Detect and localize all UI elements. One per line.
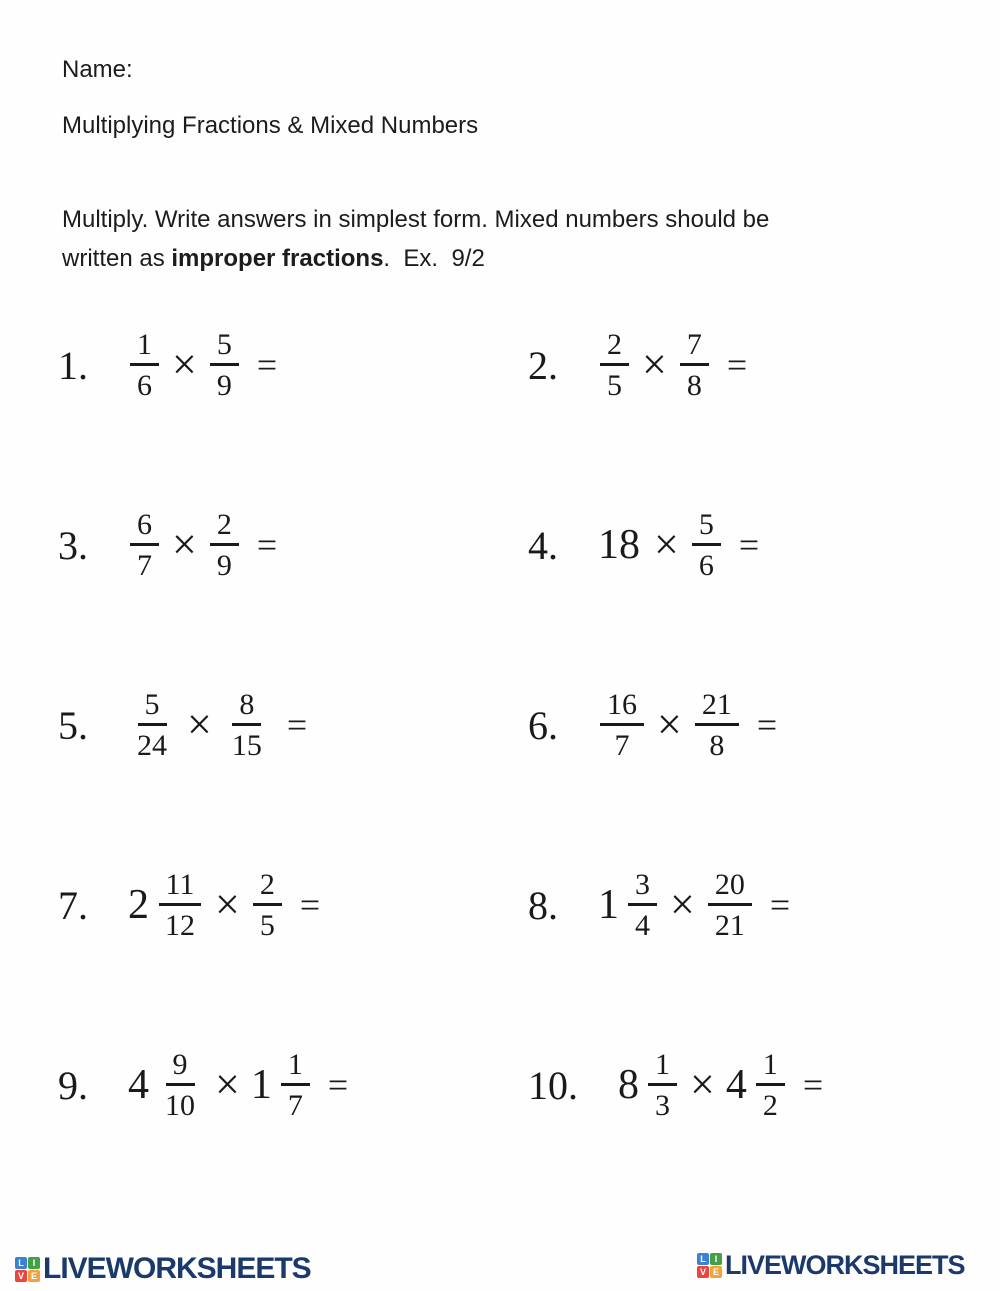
whole-number: 8 bbox=[618, 1062, 639, 1108]
whole-number: 2 bbox=[128, 882, 149, 928]
fraction bbox=[130, 689, 174, 762]
denominator: 5 bbox=[607, 369, 622, 402]
fraction bbox=[708, 869, 752, 942]
numerator: 2 bbox=[210, 509, 239, 547]
problem-number: 8. bbox=[528, 882, 558, 928]
fraction bbox=[692, 509, 721, 582]
fraction bbox=[680, 329, 709, 402]
fraction bbox=[600, 329, 629, 402]
numerator: 5 bbox=[692, 509, 721, 547]
problem-number: 10. bbox=[528, 1062, 578, 1108]
liveworksheets-logo-left bbox=[15, 1252, 311, 1286]
problem-expression bbox=[596, 329, 747, 402]
problem-6 bbox=[528, 635, 940, 815]
liveworksheets-icon bbox=[697, 1253, 722, 1278]
denominator: 21 bbox=[714, 909, 745, 942]
multiply-sign: × bbox=[215, 880, 240, 929]
fraction bbox=[253, 869, 282, 942]
problem-expression bbox=[596, 689, 777, 762]
problem-number: 7. bbox=[58, 882, 88, 928]
equals-sign: = bbox=[256, 525, 278, 565]
brand-text: LIVEWORKSHEETS bbox=[725, 1250, 965, 1280]
problem-number: 5. bbox=[58, 702, 88, 748]
multiply-sign: × bbox=[654, 520, 679, 569]
equals-sign: = bbox=[769, 885, 791, 925]
problem-number: 3. bbox=[58, 522, 88, 568]
multiply-sign: × bbox=[642, 340, 667, 389]
logo-letter-v: V bbox=[697, 1266, 709, 1278]
whole-number: 1 bbox=[250, 1062, 272, 1108]
denominator: 10 bbox=[165, 1089, 195, 1122]
numerator: 16 bbox=[600, 689, 644, 727]
logo-letter-l: L bbox=[697, 1253, 709, 1265]
instructions-line2-prefix: written as bbox=[62, 245, 172, 272]
multiply-sign: × bbox=[187, 700, 212, 749]
equals-sign: = bbox=[286, 705, 308, 745]
liveworksheets-icon bbox=[15, 1257, 40, 1282]
logo-letter-e: E bbox=[28, 1270, 40, 1282]
instructions-line2-suffix: . Ex. 9/2 bbox=[383, 245, 485, 272]
fraction bbox=[210, 509, 239, 582]
equals-sign: = bbox=[327, 1065, 349, 1105]
numerator: 6 bbox=[130, 509, 159, 547]
problem-expression bbox=[126, 1049, 348, 1122]
brand-text: LIVEWORKSHEETS bbox=[43, 1252, 311, 1285]
problem-5 bbox=[58, 635, 528, 815]
equals-sign: = bbox=[726, 345, 748, 385]
instructions-bold-phrase: improper fractions bbox=[171, 245, 384, 272]
equals-sign: = bbox=[738, 525, 760, 565]
denominator: 8 bbox=[686, 369, 702, 402]
whole-number: 4 bbox=[128, 1062, 149, 1108]
problem-7 bbox=[58, 815, 528, 995]
numerator: 7 bbox=[680, 329, 709, 367]
problem-expression bbox=[596, 869, 790, 942]
instructions bbox=[62, 200, 769, 278]
problems-grid bbox=[58, 275, 940, 1175]
fraction bbox=[648, 1049, 677, 1122]
numerator: 21 bbox=[695, 689, 739, 727]
numerator: 5 bbox=[138, 689, 167, 727]
fraction bbox=[281, 1049, 310, 1122]
fraction bbox=[756, 1049, 785, 1122]
problem-expression bbox=[126, 689, 307, 762]
denominator: 6 bbox=[137, 369, 152, 402]
liveworksheets-logo-right bbox=[697, 1250, 965, 1281]
denominator: 5 bbox=[259, 909, 275, 942]
numerator: 1 bbox=[648, 1049, 677, 1087]
numerator: 1 bbox=[281, 1049, 310, 1087]
name-label: Name: bbox=[62, 56, 133, 83]
problem-expression bbox=[126, 869, 320, 942]
problem-9 bbox=[58, 995, 528, 1175]
problem-number: 4. bbox=[528, 522, 558, 568]
problem-expression bbox=[596, 509, 759, 582]
fraction bbox=[158, 869, 202, 942]
numerator: 2 bbox=[253, 869, 282, 907]
logo-letter-v: V bbox=[15, 1270, 27, 1282]
equals-sign: = bbox=[299, 885, 321, 925]
numerator: 5 bbox=[210, 329, 239, 367]
numerator: 1 bbox=[130, 329, 159, 367]
whole-number: 1 bbox=[598, 882, 619, 928]
fraction bbox=[210, 329, 239, 402]
numerator: 2 bbox=[600, 329, 629, 367]
problem-2 bbox=[528, 275, 940, 455]
fraction bbox=[130, 329, 159, 402]
denominator: 9 bbox=[216, 369, 232, 402]
logo-letter-i: I bbox=[28, 1257, 40, 1269]
problem-8 bbox=[528, 815, 940, 995]
problem-number: 1. bbox=[58, 342, 88, 388]
problem-expression bbox=[616, 1049, 823, 1122]
numerator: 9 bbox=[166, 1049, 195, 1087]
denominator: 24 bbox=[137, 729, 167, 762]
problem-expression bbox=[126, 509, 277, 582]
problem-number: 9. bbox=[58, 1062, 88, 1108]
numerator: 1 bbox=[756, 1049, 785, 1087]
multiply-sign: × bbox=[172, 340, 197, 389]
numerator: 3 bbox=[628, 869, 657, 907]
multiply-sign: × bbox=[670, 880, 695, 929]
fraction bbox=[628, 869, 657, 942]
whole-number: 4 bbox=[725, 1062, 747, 1108]
problem-10 bbox=[528, 995, 940, 1175]
denominator: 12 bbox=[165, 909, 195, 942]
denominator: 7 bbox=[614, 729, 630, 762]
problem-1 bbox=[58, 275, 528, 455]
equals-sign: = bbox=[256, 345, 278, 385]
problem-4 bbox=[528, 455, 940, 635]
equals-sign: = bbox=[802, 1065, 824, 1105]
denominator: 15 bbox=[231, 729, 262, 762]
fraction bbox=[158, 1049, 202, 1122]
fraction bbox=[225, 689, 269, 762]
numerator: 20 bbox=[708, 869, 752, 907]
problem-number: 2. bbox=[528, 342, 558, 388]
numerator: 8 bbox=[232, 689, 261, 727]
multiply-sign: × bbox=[690, 1060, 715, 1109]
multiply-sign: × bbox=[172, 520, 197, 569]
fraction bbox=[695, 689, 739, 762]
denominator: 7 bbox=[137, 549, 152, 582]
instructions-line2 bbox=[62, 239, 769, 278]
multiply-sign: × bbox=[215, 1060, 240, 1109]
equals-sign: = bbox=[756, 705, 778, 745]
logo-letter-l: L bbox=[15, 1257, 27, 1269]
denominator: 8 bbox=[709, 729, 725, 762]
denominator: 3 bbox=[655, 1089, 670, 1122]
denominator: 7 bbox=[287, 1089, 303, 1122]
fraction bbox=[130, 509, 159, 582]
denominator: 2 bbox=[762, 1089, 778, 1122]
fraction bbox=[600, 689, 644, 762]
multiply-sign: × bbox=[657, 700, 682, 749]
numerator: 11 bbox=[159, 869, 202, 907]
denominator: 6 bbox=[698, 549, 714, 582]
logo-letter-i: I bbox=[710, 1253, 722, 1265]
instructions-line1: Multiply. Write answers in simplest form. Mixed numbers should be bbox=[62, 206, 770, 233]
logo-letter-e: E bbox=[710, 1266, 722, 1278]
denominator: 4 bbox=[635, 909, 650, 942]
denominator: 9 bbox=[216, 549, 232, 582]
problem-3 bbox=[58, 455, 528, 635]
whole-number: 18 bbox=[598, 522, 640, 568]
problem-number: 6. bbox=[528, 702, 558, 748]
problem-expression bbox=[126, 329, 277, 402]
page-title: Multiplying Fractions & Mixed Numbers bbox=[62, 112, 479, 139]
